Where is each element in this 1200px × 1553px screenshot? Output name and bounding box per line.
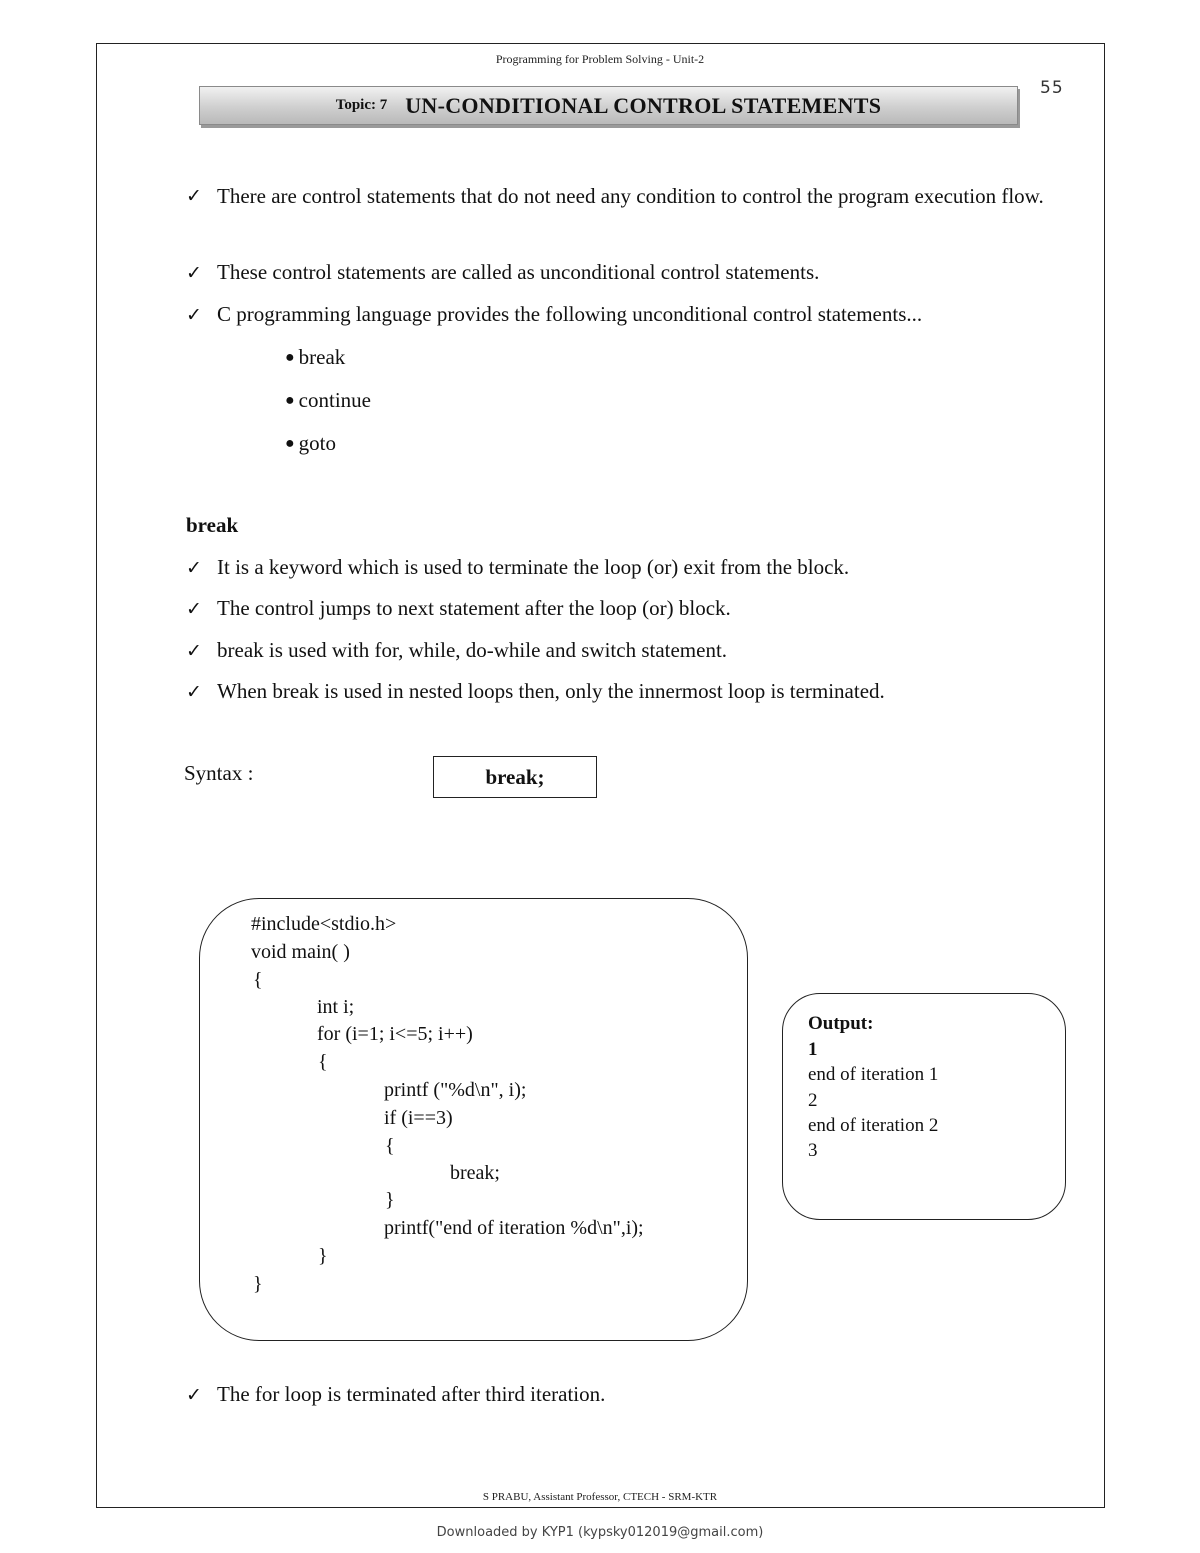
topic-title: UN-CONDITIONAL CONTROL STATEMENTS bbox=[405, 92, 882, 118]
code-line: { bbox=[318, 1051, 328, 1073]
page-number: 55 bbox=[1040, 78, 1064, 98]
conclusion-text: The for loop is terminated after third iteration. bbox=[217, 1382, 606, 1406]
code-line: int i; bbox=[317, 996, 355, 1018]
topic-label: Topic: 7 bbox=[335, 97, 388, 113]
break-check-4 bbox=[186, 678, 885, 705]
footer-author: S PRABU, Assistant Professor, CTECH - SRM-KTR bbox=[482, 1491, 718, 1503]
syntax-label: Syntax : bbox=[184, 761, 254, 785]
checkmark-icon: ✓ bbox=[186, 640, 202, 662]
code-line: printf("end of iteration %d\n",i); bbox=[384, 1217, 644, 1239]
intro-check-text: There are control statements that do not need any condition to control the program execution flow. bbox=[217, 184, 1044, 208]
intro-check-2 bbox=[186, 259, 819, 286]
intro-check-text: These control statements are called as unconditional control statements. bbox=[217, 260, 820, 284]
code-line: void main( ) bbox=[251, 941, 350, 963]
code-example-box bbox=[199, 898, 748, 1341]
conclusion-check bbox=[186, 1381, 605, 1408]
break-check-text: The control jumps to next statement after the loop (or) block. bbox=[217, 596, 731, 620]
bullet-item bbox=[285, 387, 371, 414]
bullet-icon: ● bbox=[285, 392, 295, 409]
checkmark-icon: ✓ bbox=[186, 262, 202, 284]
checkmark-icon: ✓ bbox=[186, 598, 202, 620]
bullet-icon: ● bbox=[285, 349, 295, 366]
section-heading-break: break bbox=[186, 513, 239, 537]
break-check-3 bbox=[186, 637, 727, 664]
running-header: Programming for Problem Solving - Unit-2 bbox=[495, 52, 705, 66]
bullet-text: break bbox=[298, 345, 346, 369]
output-line: end of iteration 2 bbox=[808, 1115, 939, 1136]
code-line: } bbox=[318, 1245, 328, 1267]
code-line: } bbox=[385, 1189, 395, 1211]
code-line: printf ("%d\n", i); bbox=[384, 1079, 527, 1101]
bullet-item bbox=[285, 430, 336, 457]
output-line: 2 bbox=[808, 1090, 818, 1111]
break-check-text: When break is used in nested loops then, only the innermost loop is terminated. bbox=[217, 679, 885, 703]
bullet-text: goto bbox=[298, 431, 337, 455]
code-line: { bbox=[385, 1135, 395, 1157]
checkmark-icon: ✓ bbox=[186, 681, 202, 703]
code-line: if (i==3) bbox=[384, 1107, 453, 1129]
code-line: break; bbox=[450, 1162, 500, 1184]
code-line: { bbox=[253, 969, 263, 991]
bullet-item bbox=[285, 344, 345, 371]
checkmark-icon: ✓ bbox=[186, 1384, 202, 1406]
break-check-1 bbox=[186, 554, 849, 581]
topic-banner bbox=[199, 86, 1018, 125]
checkmark-icon: ✓ bbox=[186, 557, 202, 579]
break-check-text: break is used with for, while, do-while and switch statement. bbox=[217, 638, 728, 662]
checkmark-icon: ✓ bbox=[186, 185, 202, 207]
break-check-text: It is a keyword which is used to terminate the loop (or) exit from the block. bbox=[217, 555, 850, 579]
code-line: for (i=1; i<=5; i++) bbox=[317, 1023, 473, 1045]
output-heading: Output: bbox=[808, 1013, 874, 1034]
break-check-2 bbox=[186, 595, 731, 622]
code-line: } bbox=[253, 1273, 263, 1295]
output-line: 3 bbox=[808, 1140, 818, 1161]
syntax-box: break; bbox=[433, 756, 597, 798]
output-line: 1 bbox=[808, 1039, 818, 1060]
intro-check-text: C programming language provides the following unconditional control statements... bbox=[217, 302, 923, 326]
bullet-text: continue bbox=[298, 388, 371, 412]
output-line: end of iteration 1 bbox=[808, 1064, 939, 1085]
download-note: Downloaded by KYP1 (kypsky012019@gmail.com) bbox=[436, 1525, 764, 1540]
checkmark-icon: ✓ bbox=[186, 304, 202, 326]
code-line: #include<stdio.h> bbox=[251, 913, 397, 935]
intro-check-3 bbox=[186, 301, 922, 328]
intro-check-1 bbox=[186, 176, 1046, 217]
bullet-icon: ● bbox=[285, 435, 295, 452]
